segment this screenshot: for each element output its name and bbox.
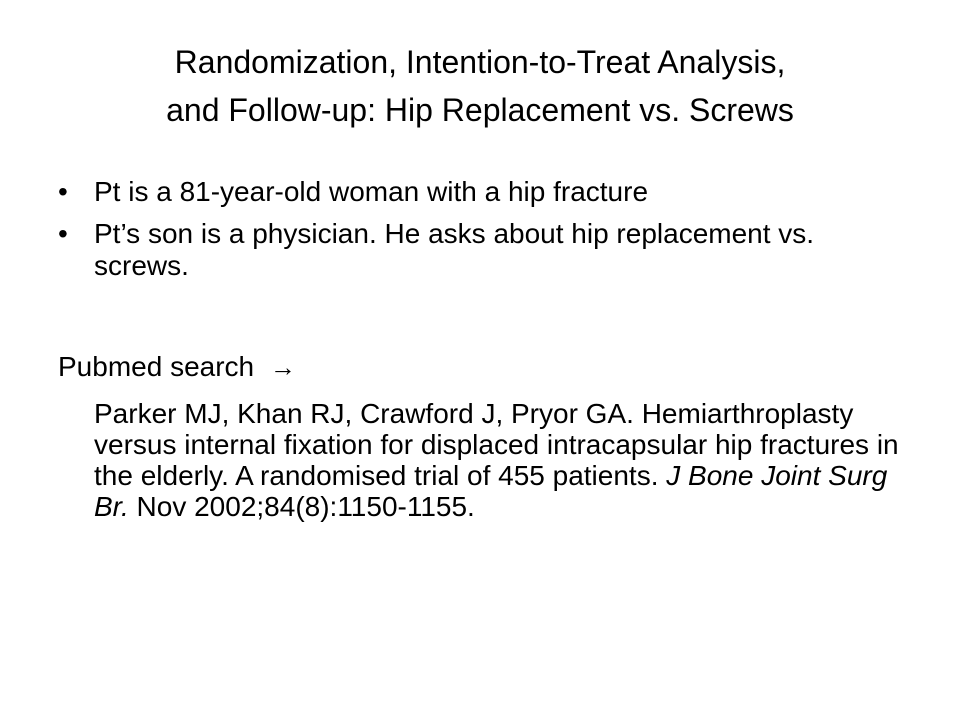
citation-journal: J Bone Joint Surg Br. (94, 460, 888, 522)
search-label: Pubmed search (58, 351, 255, 382)
bullet-item (58, 218, 888, 282)
bullet-text: Pt’s son is a physician. He asks about hip replacement vs. screws. (94, 218, 815, 281)
bullet-icon: • (58, 176, 68, 207)
bullet-text: Pt is a 81-year-old woman with a hip fracture (94, 176, 649, 207)
slide-title-line-1: Randomization, Intention-to-Treat Analysis, (174, 44, 786, 80)
citation-details: Nov 2002;84(8):1150-1155. (128, 491, 475, 522)
slide-title-line-2: and Follow-up: Hip Replacement vs. Screws (166, 92, 794, 128)
slide-title (40, 38, 920, 134)
bullet-icon: • (58, 218, 68, 249)
search-line (58, 350, 296, 384)
citation-text: Parker MJ, Khan RJ, Crawford J, Pryor GA. Hemiarthroplasty versus internal fixation for displaced intracapsular hip fractures in the elderly. A randomised trial of 455 patients. (94, 398, 899, 491)
bullet-item (58, 176, 888, 208)
arrow-right-icon: → (269, 352, 296, 382)
bullet-list (58, 176, 888, 292)
citation (94, 398, 904, 522)
